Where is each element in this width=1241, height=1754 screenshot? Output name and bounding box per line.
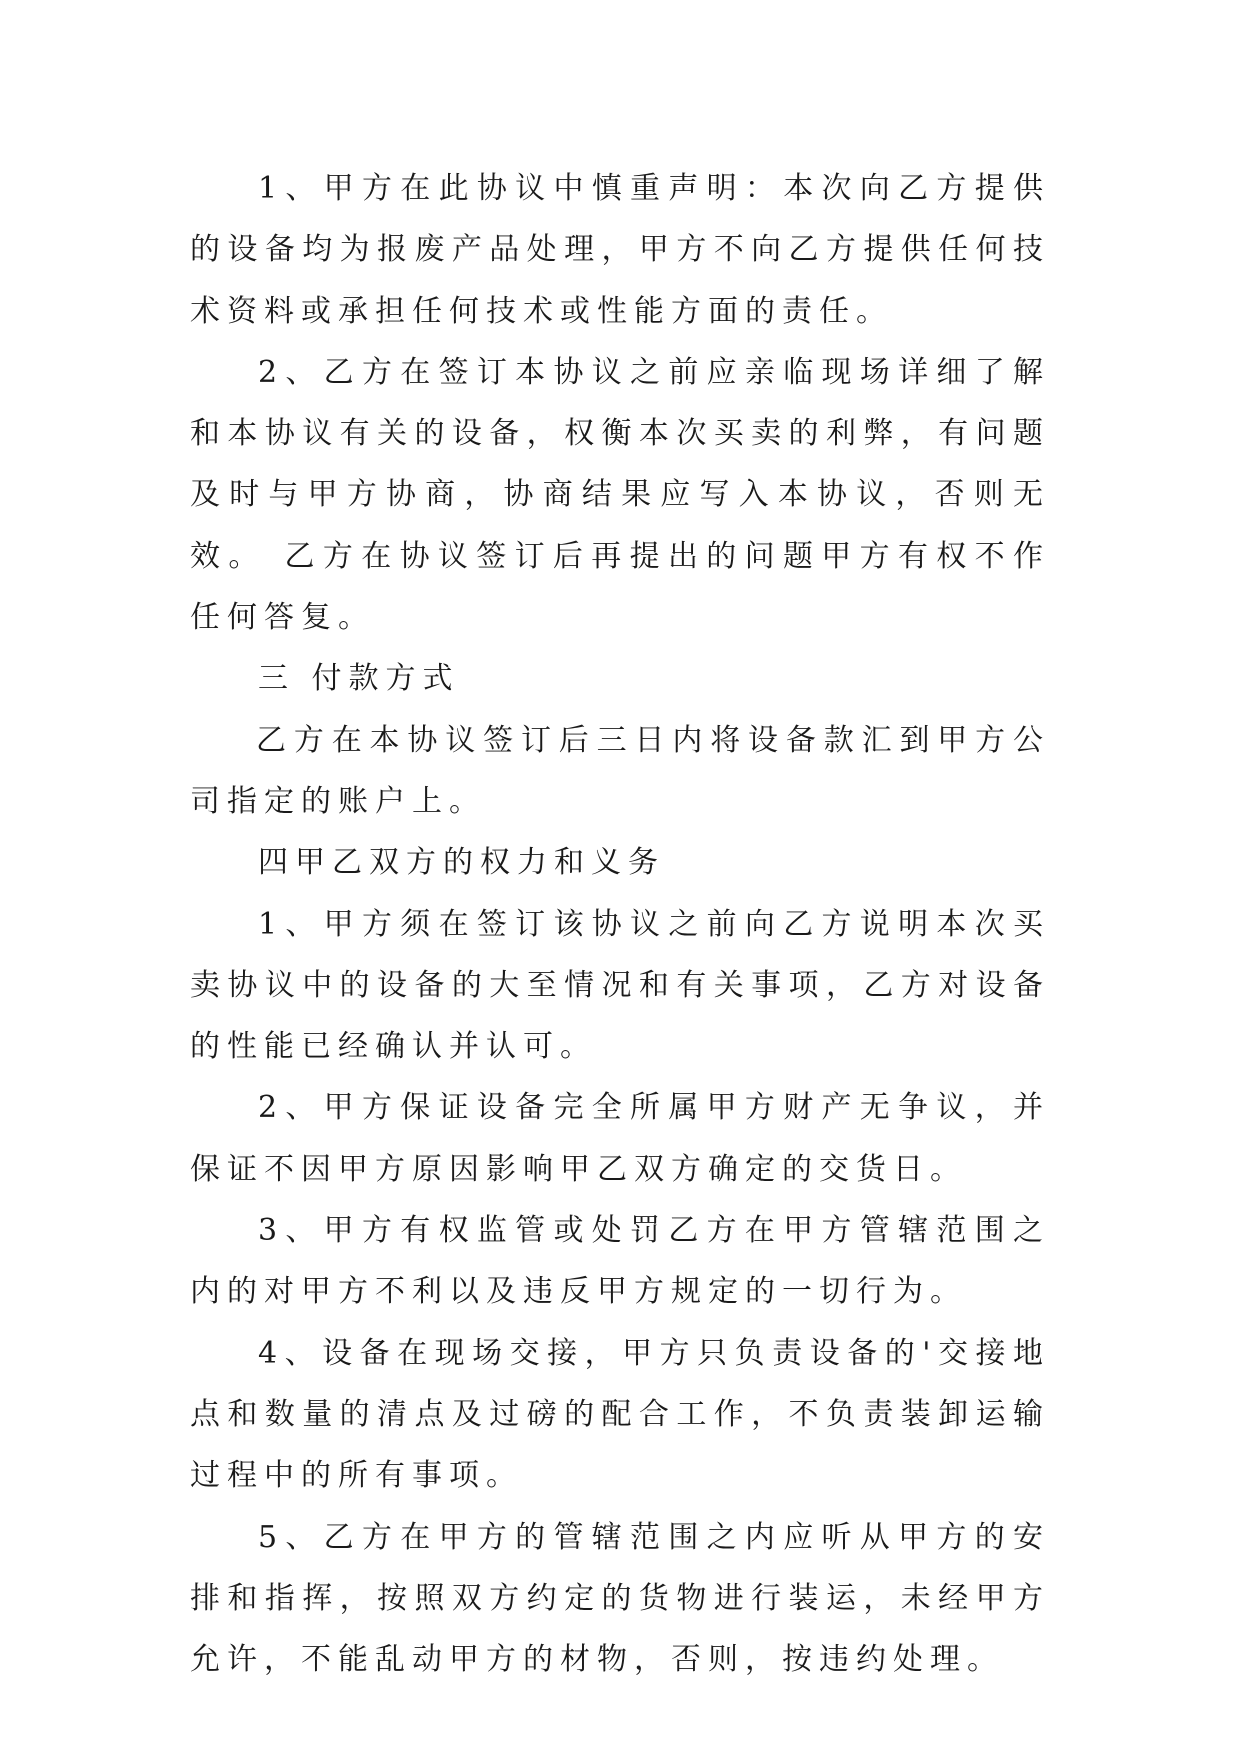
clause-rights-5: 5、乙方在甲方的管辖范围之内应听从甲方的安排和指挥，按照双方约定的货物进行装运，未经甲方允许，不能乱动甲方的材物，否则，按违约处理。 xyxy=(190,1519,1050,1678)
clause-rights-2: 2、甲方保证设备完全所属甲方财产无争议，并保证不因甲方原因影响甲乙双方确定的交货日。 xyxy=(190,1090,1050,1187)
clause-rights-3: 3、甲方有权监管或处罚乙方在甲方管辖范围之内的对甲方不利以及违反甲方规定的一切行为。 xyxy=(190,1213,1050,1310)
clause-rights-4: 4、设备在现场交接，甲方只负责设备的'交接地点和数量的清点及过磅的配合工作，不负责装卸运输过程中的所有事项。 xyxy=(190,1335,1050,1494)
clause-1-disclaimer: 1、甲方在此协议中慎重声明：本次向乙方提供的设备均为报废产品处理，甲方不向乙方提供任何技术资料或承担任何技术或性能方面的责任。 xyxy=(190,171,1050,329)
section-heading-rights-obligations: 四甲乙双方的权力和义务 xyxy=(258,845,665,881)
section-heading-payment: 三 付款方式 xyxy=(258,661,460,697)
clause-rights-1: 1、甲方须在签订该协议之前向乙方说明本次买卖协议中的设备的大至情况和有关事项，乙方对设备的性能已经确认并认可。 xyxy=(190,906,1050,1065)
document-body xyxy=(190,158,1050,1690)
clause-2-site-inspection: 2、乙方在签订本协议之前应亲临现场详细了解和本协议有关的设备，权衡本次买卖的利弊，有问题及时与甲方协商，协商结果应写入本协议，否则无效。 乙方在协议签订后再提出的问题甲方有权不作任何答复。 xyxy=(190,354,1050,636)
clause-payment-terms: 乙方在本协议签订后三日内将设备款汇到甲方公司指定的账户上。 xyxy=(190,722,1050,819)
